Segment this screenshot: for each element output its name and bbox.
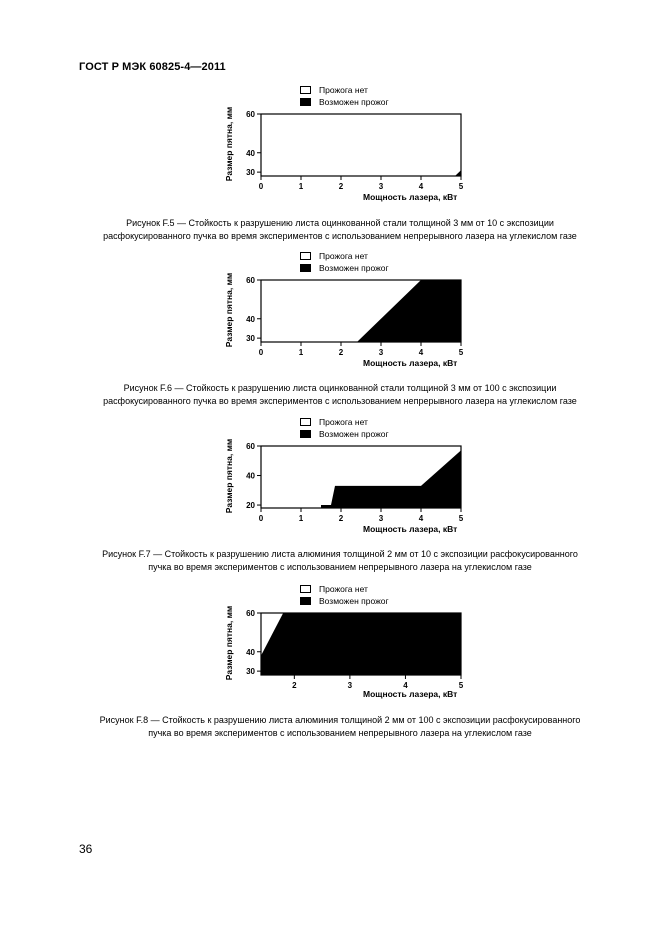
x-tick-label: 0 (258, 514, 264, 523)
y-tick-label: 60 (246, 110, 255, 119)
caption-line: пучка во время экспериментов с использованием непрерывного лазера на углекислом газе (148, 728, 532, 738)
x-tick-label: 3 (378, 514, 384, 523)
y-tick-label: 40 (246, 471, 255, 481)
caption-line: расфокусированного пучка во время экспериментов с использованием непрерывного лазера на углекислом газе (103, 396, 577, 406)
y-tick-label: 60 (246, 442, 255, 451)
document-header: ГОСТ Р МЭК 60825-4—2011 (79, 61, 226, 73)
caption-f8 (60, 714, 620, 740)
x-axis-label: Мощность лазера, кВт (363, 192, 458, 202)
x-tick-label: 4 (418, 348, 424, 357)
plot-frame (261, 114, 461, 176)
y-tick-label: 40 (246, 148, 255, 158)
burn-region (357, 280, 461, 342)
x-tick-label: 0 (258, 348, 264, 357)
caption-f5 (60, 217, 620, 243)
burn-region (321, 450, 461, 508)
caption-line: Рисунок F.5 — Стойкость к разрушению листа оцинкованной стали толщиной 3 мм от 10 с экспозиции (126, 218, 554, 228)
x-tick-label: 1 (298, 348, 304, 357)
y-axis-label: Размер пятна, мм (224, 106, 235, 182)
x-tick-label: 4 (403, 681, 408, 690)
y-tick-label: 60 (246, 609, 255, 618)
x-tick-label: 2 (338, 182, 344, 191)
legend-label: Прожога нет (319, 417, 368, 427)
x-tick-label: 4 (418, 514, 424, 523)
legend-label: Возможен прожог (319, 429, 389, 439)
legend-label: Прожога нет (319, 251, 368, 261)
x-tick-label: 3 (378, 182, 384, 191)
legend-label: Возможен прожог (319, 596, 389, 606)
caption-line: пучка во время экспериментов с использованием непрерывного лазера на углекислом газе (148, 562, 532, 572)
figure-f6 (220, 250, 480, 380)
x-tick-label: 3 (347, 681, 353, 690)
figure-f5 (220, 84, 480, 214)
y-tick-label: 40 (246, 647, 255, 657)
x-tick-label: 5 (458, 348, 464, 357)
burn-region (455, 170, 461, 176)
burn-region (261, 613, 461, 675)
caption-f7 (60, 548, 620, 574)
caption-line: Рисунок F.7 — Стойкость к разрушению листа алюминия толщиной 2 мм от 10 с экспозиции расфокусированного (102, 549, 578, 559)
x-tick-label: 5 (458, 514, 464, 523)
x-tick-label: 2 (338, 348, 344, 357)
legend-label: Возможен прожог (319, 263, 389, 273)
x-axis-label: Мощность лазера, кВт (363, 689, 458, 699)
x-tick-label: 4 (418, 182, 424, 191)
caption-line: расфокусированного пучка во время экспериментов с использованием непрерывного лазера на углекислом газе (103, 231, 577, 241)
x-tick-label: 1 (298, 514, 304, 523)
page-number: 36 (79, 842, 93, 856)
y-axis-label: Размер пятна, мм (224, 272, 235, 348)
legend-label: Прожога нет (319, 584, 368, 594)
caption-line: Рисунок F.6 — Стойкость к разрушению листа оцинкованной стали толщиной 3 мм от 100 с экспозиции (123, 383, 557, 393)
y-tick-label: 30 (246, 168, 255, 178)
y-tick-label: 30 (246, 667, 255, 677)
x-tick-label: 3 (378, 348, 384, 357)
x-tick-label: 5 (458, 182, 464, 191)
x-axis-label: Мощность лазера, кВт (363, 358, 458, 368)
legend-label: Возможен прожог (319, 97, 389, 107)
legend-label: Прожога нет (319, 85, 368, 95)
x-axis-label: Мощность лазера, кВт (363, 524, 458, 534)
y-tick-label: 40 (246, 314, 255, 324)
y-tick-label: 30 (246, 334, 255, 344)
y-tick-label: 20 (246, 501, 255, 511)
y-axis-label: Размер пятна, мм (224, 438, 235, 514)
figure-f8 (220, 583, 480, 713)
caption-f6 (60, 382, 620, 408)
y-axis-label: Размер пятна, мм (224, 605, 235, 681)
x-tick-label: 2 (338, 514, 344, 523)
x-tick-label: 0 (258, 182, 264, 191)
y-tick-label: 60 (246, 276, 255, 285)
x-tick-label: 1 (298, 182, 304, 191)
figure-f7 (220, 416, 480, 546)
x-tick-label: 5 (458, 681, 464, 690)
caption-line: Рисунок F.8 — Стойкость к разрушению листа алюминия толщиной 2 мм от 100 с экспозиции расфокусированного (99, 715, 581, 725)
x-tick-label: 2 (292, 681, 297, 690)
